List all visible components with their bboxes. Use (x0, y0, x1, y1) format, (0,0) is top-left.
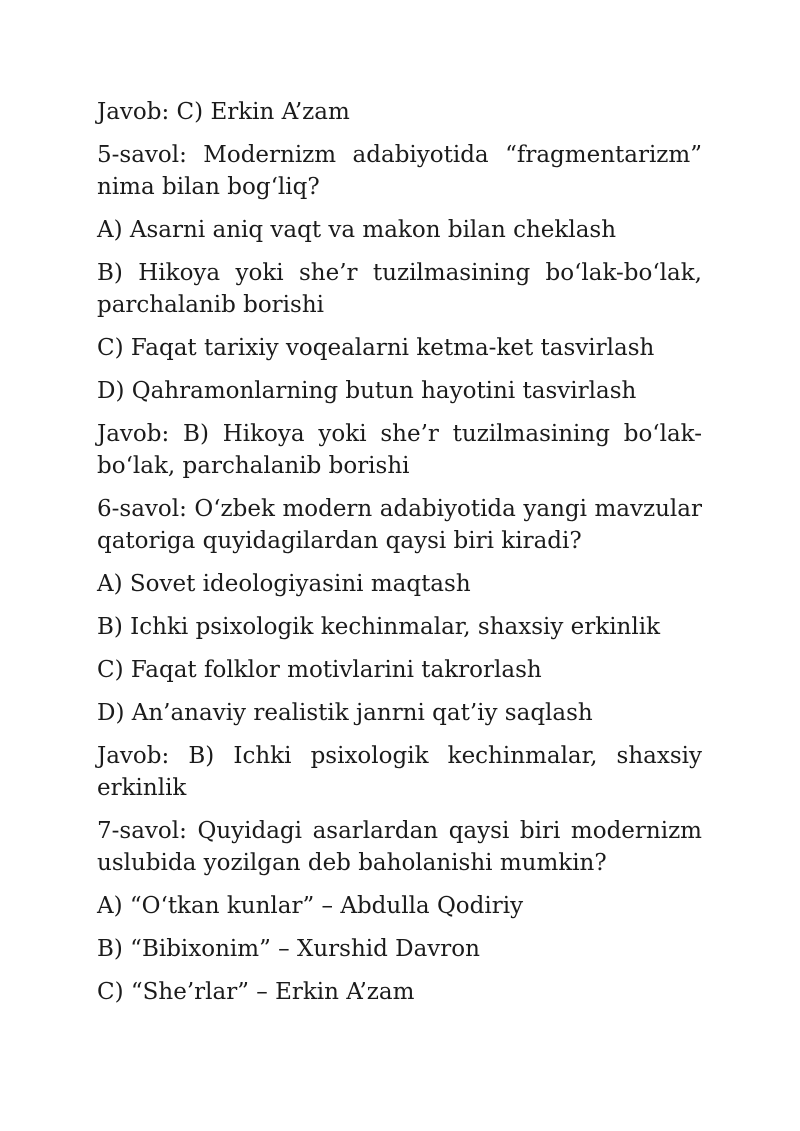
question-5: 5-savol: Modernizm adabiyotida “fragmentarizm” nima bilan bog‘liq? (97, 142, 702, 200)
question-7: 7-savol: Quyidagi asarlardan qaysi biri modernizm uslubida yozilgan deb baholanishi mumkin? (97, 818, 702, 876)
answer-line: Javob: B) Hikoya yoki she’r tuzilmasining bo‘lak-bo‘lak, parchalanib borishi (97, 421, 702, 479)
answer-line: Javob: C) Erkin A’zam (97, 99, 350, 125)
question-6: 6-savol: O‘zbek modern adabiyotida yangi mavzular qatoriga quyidagilardan qaysi biri kiradi? (97, 496, 702, 554)
option-d: D) Qahramonlarning butun hayotini tasvirlash (97, 378, 637, 404)
answer-line: Javob: B) Ichki psixologik kechinmalar, shaxsiy erkinlik (97, 743, 702, 801)
document-page (97, 96, 702, 1019)
option-c: C) Faqat folklor motivlarini takrorlash (97, 657, 542, 683)
option-b: B) “Bibixonim” – Xurshid Davron (97, 936, 480, 962)
option-c: C) “She’rlar” – Erkin A’zam (97, 979, 415, 1005)
option-b: B) Ichki psixologik kechinmalar, shaxsiy erkinlik (97, 614, 661, 640)
option-b: B) Hikoya yoki she’r tuzilmasining bo‘lak-bo‘lak, parchalanib borishi (97, 260, 702, 318)
option-c: C) Faqat tarixiy voqealarni ketma-ket tasvirlash (97, 335, 655, 361)
option-a: A) “O‘tkan kunlar” – Abdulla Qodiriy (97, 893, 524, 919)
option-d: D) An’anaviy realistik janrni qat’iy saqlash (97, 700, 593, 726)
option-a: A) Sovet ideologiyasini maqtash (97, 571, 471, 597)
option-a: A) Asarni aniq vaqt va makon bilan cheklash (97, 217, 617, 243)
